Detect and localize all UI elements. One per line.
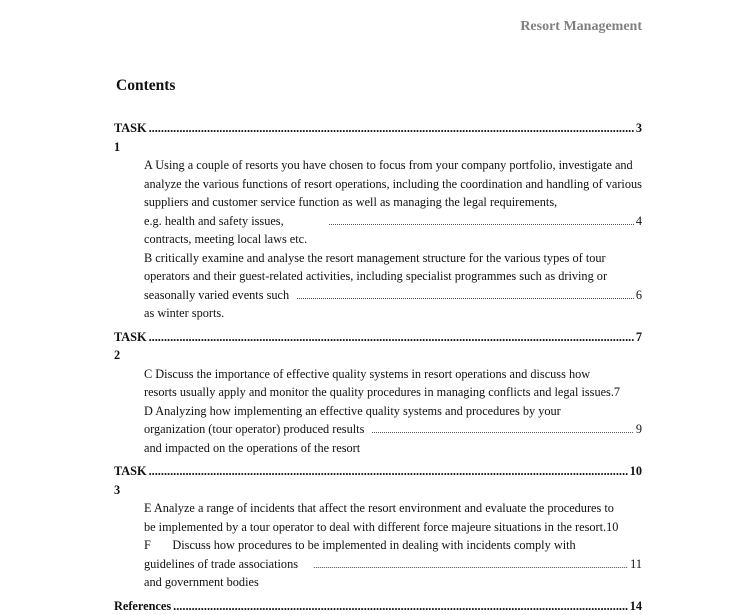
toc-label: TASK 1 bbox=[114, 119, 147, 156]
toc-page-number: 11 bbox=[630, 555, 642, 574]
toc-entry-a[interactable] bbox=[114, 156, 642, 249]
toc-entry-b[interactable] bbox=[114, 249, 642, 323]
toc-label: TASK 2 bbox=[114, 328, 147, 365]
dot-leader bbox=[173, 597, 628, 615]
toc-page-number: 4 bbox=[636, 212, 642, 231]
dot-leader bbox=[297, 288, 634, 307]
toc-page-number: 10 bbox=[630, 462, 642, 481]
toc-line: E Analyze a range of incidents that affect the resort environment and evaluate the procedures to bbox=[144, 501, 614, 515]
dot-leader bbox=[149, 462, 628, 481]
toc-entry-f[interactable] bbox=[114, 536, 642, 592]
toc-entry-task2[interactable] bbox=[114, 328, 642, 365]
dot-leader bbox=[313, 557, 628, 576]
toc-line: operators and their guest-related activities, including specialist programmes such as driving or bbox=[144, 269, 607, 283]
toc-page-number: 7 bbox=[614, 383, 620, 402]
toc-entry-d[interactable] bbox=[114, 402, 642, 458]
toc-entry-e[interactable] bbox=[114, 499, 642, 536]
dot-leader bbox=[371, 422, 633, 441]
toc-page-number: 14 bbox=[630, 597, 642, 615]
toc-line: F Discuss how procedures to be implemented in dealing with incidents comply with bbox=[144, 538, 576, 552]
toc-page-number: 6 bbox=[636, 286, 642, 305]
toc-line: be implemented by a tour operator to deal with different force majeure situations in the resort. bbox=[144, 518, 606, 537]
toc-entry-task3[interactable] bbox=[114, 462, 642, 499]
toc-line: A Using a couple of resorts you have chosen to focus from your company portfolio, investigate bbox=[144, 158, 612, 172]
toc-page-number: 10 bbox=[606, 518, 618, 537]
toc-line: and analyze the various functions of resort operations, including the coordination and handling bbox=[144, 158, 633, 191]
toc-line: C Discuss the importance of effective quality systems in resort operations and discuss how bbox=[144, 367, 590, 381]
contents-title: Contents bbox=[116, 77, 175, 95]
dot-leader bbox=[328, 214, 633, 233]
toc-page-number: 3 bbox=[636, 119, 642, 138]
toc-label: TASK 3 bbox=[114, 462, 147, 499]
toc-line: seasonally varied events such as winter sports. bbox=[144, 286, 295, 323]
dot-leader bbox=[149, 119, 634, 138]
toc-entry-c[interactable] bbox=[114, 365, 642, 402]
toc-line: resorts usually apply and monitor the quality procedures in managing conflicts and legal issues. bbox=[144, 383, 614, 402]
toc-line: B critically examine and analyse the resort management structure for the various types of tour bbox=[144, 251, 606, 265]
page-header: Resort Management bbox=[520, 19, 642, 35]
toc-line: e.g. health and safety issues, contracts, meeting local laws etc. bbox=[144, 212, 326, 249]
dot-leader bbox=[149, 328, 634, 347]
toc-label: References bbox=[114, 597, 171, 615]
toc-page-number: 7 bbox=[636, 328, 642, 347]
table-of-contents bbox=[114, 119, 642, 615]
toc-line: guidelines of trade associations and government bodies bbox=[144, 555, 311, 592]
toc-line: D Analyzing how implementing an effective quality systems and procedures by your bbox=[144, 404, 561, 418]
toc-line: organization (tour operator) produced results and impacted on the operations of the resort bbox=[144, 420, 369, 457]
toc-entry-references[interactable] bbox=[114, 597, 642, 615]
toc-line: of various suppliers and customer service function as well as managing the legal requirements, bbox=[144, 177, 642, 210]
toc-entry-task1[interactable] bbox=[114, 119, 642, 156]
toc-page-number: 9 bbox=[636, 420, 642, 439]
